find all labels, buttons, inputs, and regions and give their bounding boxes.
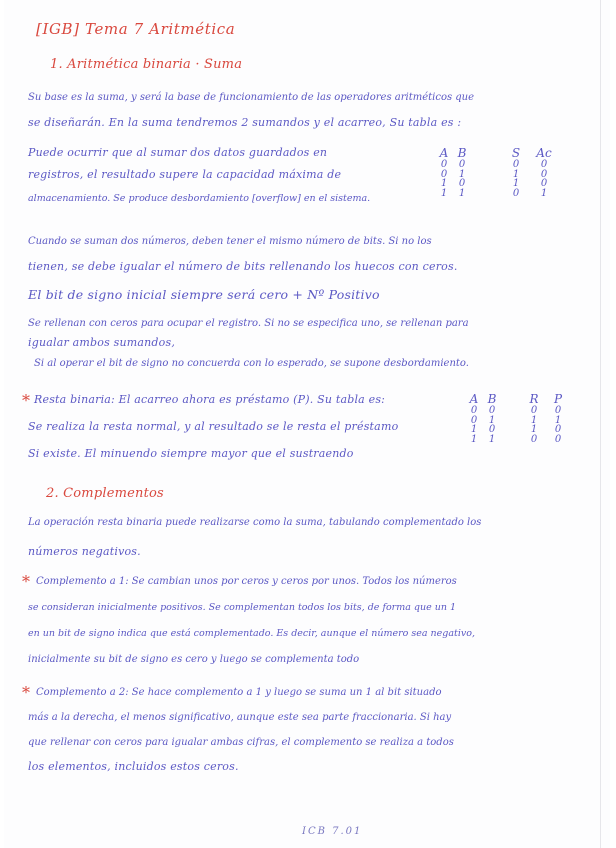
resta-table-cell: 1 bbox=[470, 433, 478, 445]
asterisk-bullet-icon: * bbox=[22, 572, 30, 591]
resta-table-cell: 0 bbox=[470, 405, 478, 416]
section2-heading: 2. Complementos bbox=[46, 486, 164, 501]
resta-table-cell: 0 bbox=[554, 405, 562, 416]
sum-table-cell: 0 bbox=[540, 178, 548, 189]
sum-table-cell: 0 bbox=[458, 159, 466, 170]
asterisk-bullet-icon: * bbox=[22, 391, 30, 410]
resta-line: Se realiza la resta normal, y al resultado se le resta el préstamo bbox=[28, 420, 399, 433]
resta-table-cell: 0 bbox=[530, 405, 538, 416]
sum-table-cell: 0 bbox=[440, 159, 448, 170]
resta-table-cell: 0 bbox=[470, 414, 478, 426]
sum-table-cell: 0 bbox=[540, 168, 548, 180]
sum-table-cell: 1 bbox=[440, 187, 448, 199]
resta-line: Resta binaria: El acarreo ahora es préstamo (P). Su tabla es: bbox=[34, 393, 386, 406]
sum-table-cell: 0 bbox=[512, 187, 520, 199]
resta-table-cell: 1 bbox=[554, 414, 562, 426]
resta-table-cell: 0 bbox=[554, 424, 562, 435]
section1-line: El bit de signo inicial siempre será cero + Nº Positivo bbox=[28, 287, 380, 302]
resta-table-cell: 0 bbox=[488, 405, 496, 416]
page-title: [IGB] Tema 7 Aritmética bbox=[36, 20, 236, 38]
resta-table-cell: 1 bbox=[488, 414, 496, 426]
sum-table-column bbox=[454, 146, 470, 198]
section1-line: Su base es la suma, y será la base de funcionamiento de las operadores aritméticos que bbox=[28, 92, 475, 103]
sum-table-column bbox=[436, 146, 452, 198]
section2-line: números negativos. bbox=[28, 545, 141, 558]
sum-table-cell: 1 bbox=[458, 168, 466, 180]
resta-table-cell: 1 bbox=[530, 424, 538, 435]
page-footer: ICB 7.01 bbox=[302, 826, 363, 837]
section1-line: Se rellenan con ceros para ocupar el registro. Si no se especifica uno, se rellenan para bbox=[28, 318, 469, 329]
section1-line: se diseñarán. En la suma tendremos 2 sumandos y el acarreo, Su tabla es : bbox=[28, 116, 462, 129]
section1-heading: 1. Aritmética binaria · Suma bbox=[50, 57, 243, 72]
section2-line: La operación resta binaria puede realizarse como la suma, tabulando complementado los bbox=[28, 517, 482, 528]
sum-table-header: B bbox=[457, 146, 467, 160]
sum-table-cell: 0 bbox=[512, 159, 520, 170]
sum-table-cell: 1 bbox=[540, 187, 548, 199]
resta-table-column bbox=[550, 392, 566, 444]
resta-table-cell: 1 bbox=[530, 414, 538, 426]
section2-line: más a la derecha, el menos significativo, aunque este sea parte fraccionaria. Si hay bbox=[28, 712, 452, 723]
sum-table-header: Ac bbox=[536, 146, 552, 160]
sum-table-column bbox=[508, 146, 524, 198]
section1-line: igualar ambos sumandos, bbox=[28, 336, 176, 349]
section1-line: tienen, se debe igualar el número de bits rellenando los huecos con ceros. bbox=[28, 260, 458, 273]
sum-table-header: S bbox=[511, 146, 521, 160]
sum-table-cell: 1 bbox=[512, 178, 520, 189]
section2-line: Complemento a 1: Se cambian unos por ceros y ceros por unos. Todos los números bbox=[36, 576, 457, 587]
section1-line: Cuando se suman dos números, deben tener el mismo número de bits. Si no los bbox=[28, 236, 432, 247]
resta-table-cell: 0 bbox=[488, 424, 496, 435]
resta-table-header: A bbox=[469, 392, 479, 406]
section2-line: los elementos, incluidos estos ceros. bbox=[28, 760, 239, 773]
section2-line: en un bit de signo indica que está complementado. Es decir, aunque el número sea negativo, bbox=[28, 628, 475, 639]
resta-table-header: R bbox=[529, 392, 539, 406]
resta-table-cell: 0 bbox=[530, 433, 538, 445]
sum-table-cell: 0 bbox=[440, 168, 448, 180]
resta-table-cell: 1 bbox=[488, 433, 496, 445]
section1-line: Puede ocurrir que al sumar dos datos guardados en bbox=[28, 146, 328, 159]
sum-table-header: A bbox=[439, 146, 449, 160]
resta-table-header: B bbox=[487, 392, 497, 406]
asterisk-bullet-icon: * bbox=[22, 683, 30, 702]
resta-table-header: P bbox=[553, 392, 563, 406]
resta-table-column bbox=[484, 392, 500, 444]
sum-table-cell: 1 bbox=[458, 187, 466, 199]
sum-table-cell: 1 bbox=[440, 178, 448, 189]
sum-table-cell: 1 bbox=[512, 168, 520, 180]
section1-line: Si al operar el bit de signo no concuerda con lo esperado, se supone desbordamiento. bbox=[34, 358, 469, 369]
section2-line: inicialmente su bit de signo es cero y luego se complementa todo bbox=[28, 654, 360, 665]
resta-table-column bbox=[526, 392, 542, 444]
resta-table-column bbox=[466, 392, 482, 444]
section2-line: que rellenar con ceros para igualar ambas cifras, el complemento se realiza a todos bbox=[28, 737, 454, 748]
section2-line: Complemento a 2: Se hace complemento a 1 y luego se suma un 1 al bit situado bbox=[36, 687, 442, 698]
section2-line: se consideran inicialmente positivos. Se complementan todos los bits, de forma que un 1 bbox=[28, 602, 457, 613]
resta-line: Si existe. El minuendo siempre mayor que el sustraendo bbox=[28, 447, 354, 460]
sum-table-column bbox=[536, 146, 552, 198]
notebook-page bbox=[4, 0, 610, 848]
resta-table-cell: 0 bbox=[554, 433, 562, 445]
section1-line: registros, el resultado supere la capacidad máxima de bbox=[28, 168, 342, 181]
sum-table-cell: 0 bbox=[458, 178, 466, 189]
sum-table-cell: 0 bbox=[540, 159, 548, 170]
resta-table-cell: 1 bbox=[470, 424, 478, 435]
page-fold-line bbox=[600, 0, 601, 848]
section1-line: almacenamiento. Se produce desbordamiento [overflow] en el sistema. bbox=[28, 193, 371, 204]
